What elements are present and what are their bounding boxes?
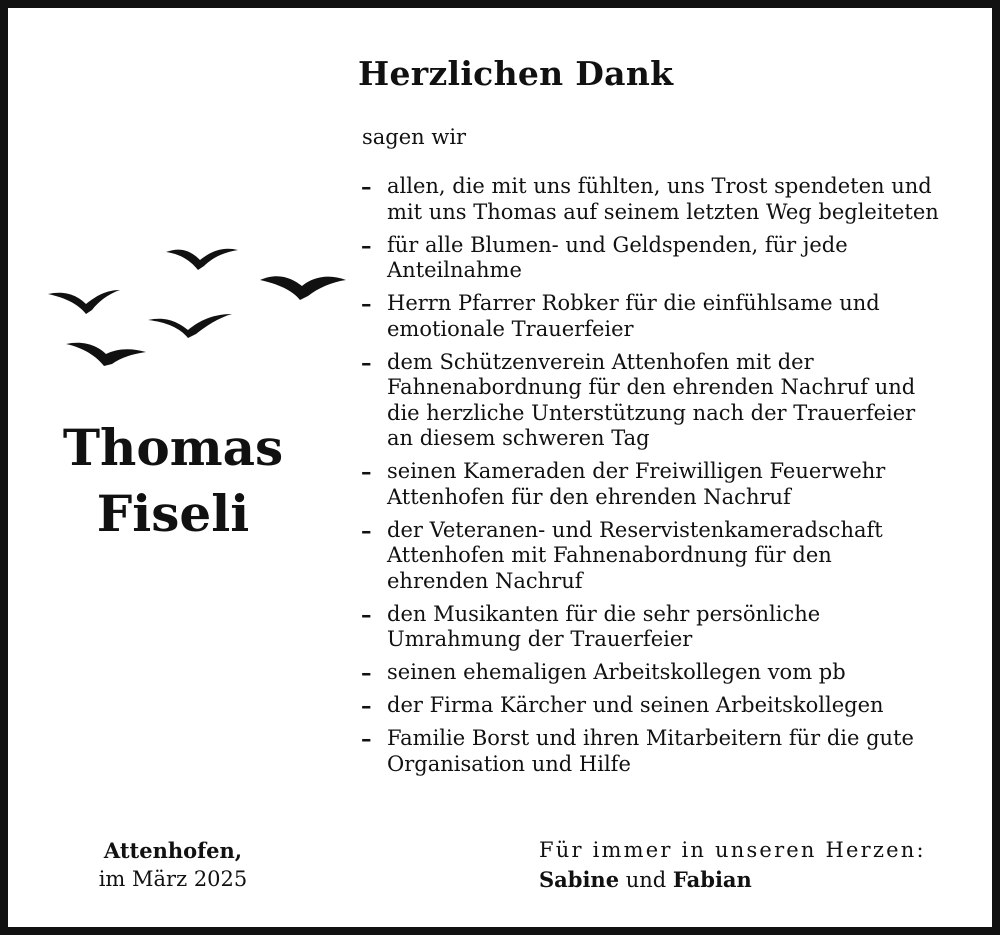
thanks-item: [361, 518, 971, 595]
bullet-dash: –: [361, 291, 372, 316]
thanks-list: [361, 174, 971, 785]
bullet-dash: –: [361, 726, 372, 751]
thanks-item-line: Attenhofen für den ehrenden Nachruf: [387, 484, 791, 509]
bird-icon: [66, 343, 146, 366]
deceased-first-name: Thomas: [62, 418, 284, 477]
bullet-dash: –: [361, 349, 372, 375]
thanks-item-line: Familie Borst und ihren Mitarbeitern für die gute: [387, 726, 914, 750]
thanks-item-line: mit uns Thomas auf seinem letzten Weg begleiteten: [387, 199, 939, 224]
flying-birds-icon: [42, 234, 362, 384]
thanks-item-line: allen, die mit uns fühlten, uns Trost spendeten und: [387, 174, 932, 198]
signer-second: Fabian: [672, 867, 752, 892]
thanks-item-line: Attenhofen mit Fahnenabordnung für den: [387, 543, 832, 567]
thanks-item-line: emotionale Trauerfeier: [387, 316, 634, 341]
thanks-item-line: seinen Kameraden der Freiwilligen Feuerwehr: [387, 459, 886, 483]
thanks-item: [361, 726, 971, 777]
thanks-item: [361, 233, 971, 284]
thanks-item-line: an diesem schweren Tag: [387, 426, 650, 450]
bird-icon: [166, 249, 238, 270]
thanks-item-line: Umrahmung der Trauerfeier: [387, 627, 693, 651]
thanks-item: [361, 693, 971, 719]
signers-line: [539, 865, 926, 895]
thanks-item-line: Herrn Pfarrer Robker für die einfühlsame und: [387, 291, 880, 315]
date-text: im März 2025: [98, 867, 248, 891]
bullet-dash: –: [361, 693, 372, 718]
signer-first: Sabine: [539, 867, 620, 892]
thanks-item-line: Fahnenabordnung für den ehrenden Nachruf und: [387, 375, 916, 399]
thanks-item-line: der Veteranen- und Reservistenkameradschaft: [387, 517, 883, 542]
bird-icon: [48, 290, 120, 314]
bullet-dash: –: [361, 517, 372, 543]
thanks-item-line: für alle Blumen- und Geldspenden, für jede: [387, 232, 848, 257]
bullet-dash: –: [361, 232, 372, 258]
thanks-item: [361, 459, 971, 510]
deceased-last-name: Fiseli: [96, 484, 250, 543]
bullet-dash: –: [361, 459, 372, 484]
signature-block: [539, 836, 926, 895]
place-name: Attenhofen,: [103, 838, 243, 863]
heading-title: Herzlichen Dank: [358, 54, 674, 93]
thanks-item-line: seinen ehemaligen Arbeitskollegen vom pb: [387, 660, 846, 684]
thanks-item: [361, 174, 971, 225]
thanks-item-line: die herzliche Unterstützung nach der Trauerfeier: [387, 400, 916, 425]
thanks-item-line: den Musikanten für die sehr persönliche: [387, 601, 821, 626]
thanks-item-line: Organisation und Hilfe: [387, 751, 631, 776]
thanks-item: [361, 660, 971, 686]
thanks-item-line: Anteilnahme: [387, 258, 522, 282]
thanks-item-line: ehrenden Nachruf: [387, 568, 583, 593]
bullet-dash: –: [361, 174, 372, 199]
place-date-block: [48, 836, 298, 894]
thanks-item: [361, 291, 971, 342]
bullet-dash: –: [361, 601, 372, 627]
bird-icon: [148, 314, 232, 338]
thanks-item: [361, 602, 971, 653]
intro-text: sagen wir: [362, 125, 467, 149]
thanks-item-line: dem Schützenverein Attenhofen mit der: [387, 349, 814, 374]
thanks-item-line: der Firma Kärcher und seinen Arbeitskollegen: [387, 693, 884, 717]
thanks-item: [361, 350, 971, 452]
motto-text: Für immer in unseren Herzen:: [539, 838, 926, 862]
bullet-dash: –: [361, 660, 372, 685]
bird-icon: [260, 276, 346, 300]
signer-connector: und: [619, 868, 673, 892]
